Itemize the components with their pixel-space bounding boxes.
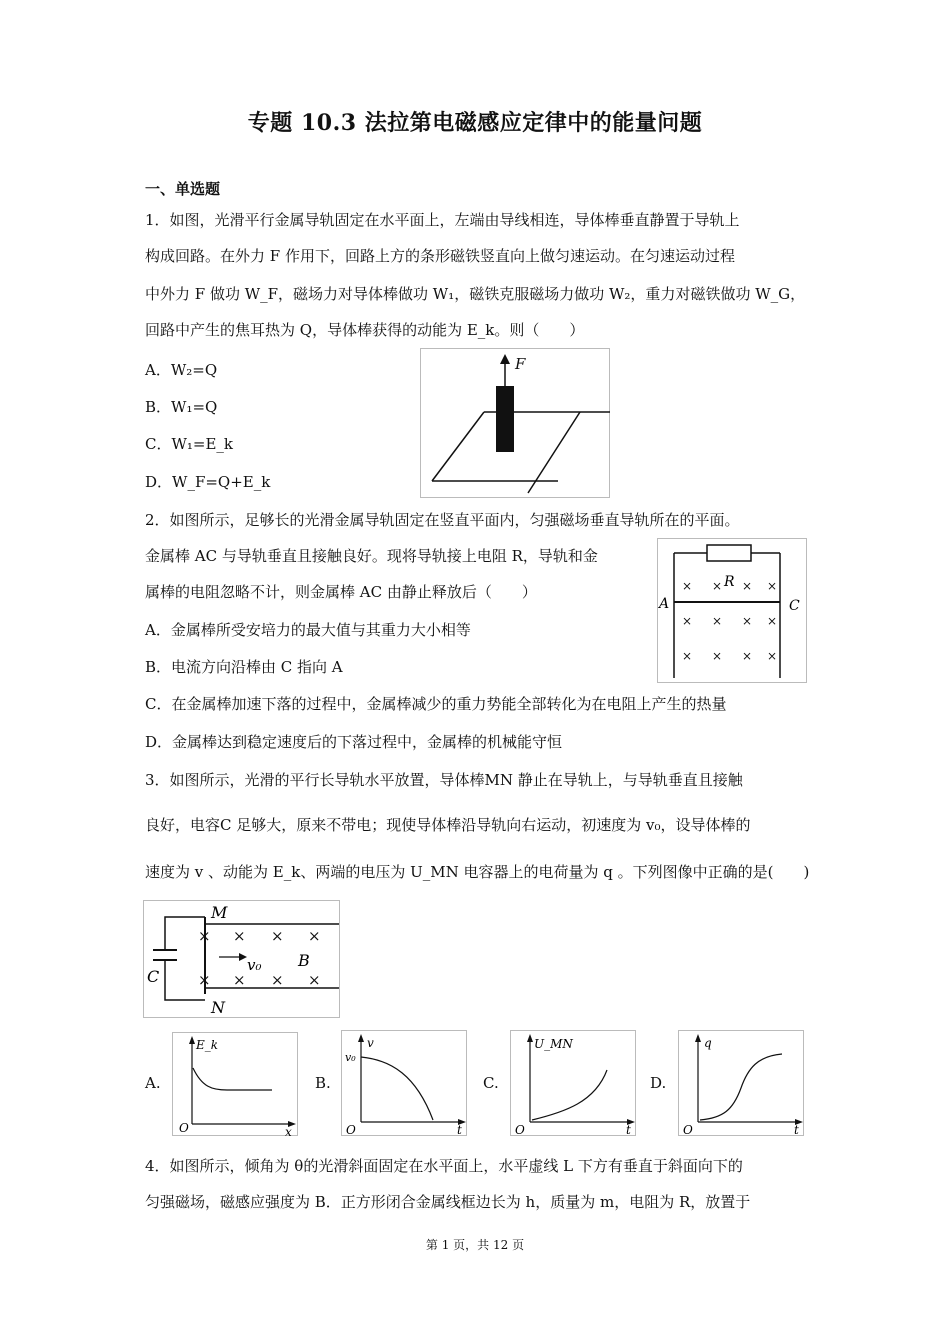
q3-option-c-label: C.	[483, 1074, 499, 1092]
q3-label-v0: v₀	[247, 956, 262, 974]
q2-field-mark: ×	[742, 649, 753, 663]
q3-figure	[143, 900, 340, 1018]
q3-line-3: 速度为 v 、动能为 E_k、两端的电压为 U_MN 电容器上的电荷量为 q 。下列图像中正确的是( )	[145, 863, 810, 881]
q3-label-c: C	[147, 967, 160, 986]
q2-line-3: 属棒的电阻忽略不计，则金属棒 AC 由静止释放后（ ）	[145, 583, 537, 601]
graph-d-ylabel: q	[704, 1036, 712, 1050]
q1-line-4: 回路中产生的焦耳热为 Q，导体棒获得的动能为 E_k。则（ ）	[145, 321, 585, 339]
q3-line-1: 3．如图所示，光滑的平行长导轨水平放置，导体棒MN 静止在导轨上，与导轨垂直且接触	[145, 771, 743, 789]
q1-option-d: D．W_F=Q+E_k	[145, 473, 271, 491]
section-heading: 一、单选题	[145, 180, 221, 198]
q1-option-a: A．W₂=Q	[145, 361, 218, 379]
graph-a-ylabel: E_k	[196, 1038, 219, 1052]
q2-field-mark: ×	[682, 579, 693, 593]
graph-b-origin: O	[346, 1123, 356, 1136]
q2-field-mark: ×	[682, 649, 693, 663]
q1-option-c: C．W₁=E_k	[145, 435, 234, 453]
q1-force-label: F	[515, 355, 526, 373]
graph-b-xlabel: t	[457, 1123, 462, 1136]
q2-field-mark: ×	[767, 649, 778, 663]
q3-field-mark: ×	[308, 971, 321, 989]
q4-line-1: 4．如图所示，倾角为 θ的光滑斜面固定在水平面上，水平虚线 L 下方有垂直于斜面向下的	[145, 1157, 743, 1175]
q1-line-3: 中外力 F 做功 W_F，磁场力对导体棒做功 W₁，磁铁克服磁场力做功 W₂，重力对磁铁做功 W_G，	[145, 285, 806, 303]
q2-option-d: D．金属棒达到稳定速度后的下落过程中，金属棒的机械能守恒	[145, 733, 563, 751]
graph-b-y0: v₀	[345, 1051, 356, 1064]
q2-field-mark: ×	[742, 579, 753, 593]
q1-option-b: B．W₁=Q	[145, 398, 218, 416]
q3-graph-d	[678, 1030, 804, 1136]
graph-b-ylabel: v	[367, 1036, 374, 1050]
q3-graph-b	[341, 1030, 467, 1136]
page-footer: 第 1 页，共 12 页	[425, 1238, 525, 1252]
q3-option-b-label: B.	[315, 1074, 331, 1092]
q3-field-mark: ×	[271, 971, 284, 989]
graph-d-xlabel: t	[794, 1123, 799, 1136]
graph-c-origin: O	[515, 1123, 525, 1136]
q2-option-a: A．金属棒所受安培力的最大值与其重力大小相等	[145, 621, 471, 639]
q2-option-c: C．在金属棒加速下落的过程中，金属棒减少的重力势能全部转化为在电阻上产生的热量	[145, 695, 727, 713]
graph-a-origin: O	[179, 1121, 189, 1135]
page-title: 专题 10.3 法拉第电磁感应定律中的能量问题	[247, 110, 703, 136]
q2-field-mark: ×	[767, 614, 778, 628]
q4-line-2: 匀强磁场，磁感应强度为 B．正方形闭合金属线框边长为 h，质量为 m，电阻为 R，放置于	[145, 1193, 751, 1211]
q2-label-a: A	[659, 596, 670, 612]
graph-a-xlabel: x	[285, 1125, 292, 1136]
graph-d-origin: O	[683, 1123, 693, 1136]
q3-field-mark: ×	[198, 927, 211, 945]
graph-c-xlabel: t	[626, 1123, 631, 1136]
q3-option-a-label: A.	[145, 1074, 161, 1092]
q3-label-b: B	[298, 951, 310, 970]
q1-figure	[420, 348, 610, 498]
q2-figure	[657, 538, 807, 683]
q2-field-mark: ×	[712, 579, 723, 593]
q3-graph-a	[172, 1032, 298, 1136]
q3-line-2: 良好，电容C 足够大，原来不带电；现使导体棒沿导轨向右运动，初速度为 v₀，设导体棒的	[145, 816, 751, 834]
q1-line-1: 1．如图，光滑平行金属导轨固定在水平面上，左端由导线相连，导体棒垂直静置于导轨上	[145, 211, 740, 229]
q3-graph-c	[510, 1030, 636, 1136]
q1-line-2: 构成回路。在外力 F 作用下，回路上方的条形磁铁竖直向上做匀速运动。在匀速运动过程	[145, 247, 735, 265]
q3-field-mark: ×	[233, 927, 246, 945]
q3-field-mark: ×	[198, 971, 211, 989]
q2-field-mark: ×	[742, 614, 753, 628]
q3-field-mark: ×	[271, 927, 284, 945]
q2-option-b: B．电流方向沿棒由 C 指向 A	[145, 658, 343, 676]
q3-label-m: M	[211, 903, 228, 922]
q3-field-mark: ×	[308, 927, 321, 945]
q3-label-n: N	[211, 998, 225, 1017]
q2-field-mark: ×	[682, 614, 693, 628]
q2-field-mark: ×	[712, 649, 723, 663]
q2-field-mark: ×	[712, 614, 723, 628]
q2-field-mark: ×	[767, 579, 778, 593]
q3-field-mark: ×	[233, 971, 246, 989]
q2-label-c: C	[789, 598, 800, 614]
q2-resistor-label: R	[724, 574, 735, 590]
q3-option-d-label: D.	[650, 1074, 667, 1092]
graph-c-ylabel: U_MN	[534, 1037, 573, 1051]
q2-line-2: 金属棒 AC 与导轨垂直且接触良好。现将导轨接上电阻 R，导轨和金	[145, 547, 598, 565]
q2-line-1: 2．如图所示，足够长的光滑金属导轨固定在竖直平面内，匀强磁场垂直导轨所在的平面。	[145, 511, 740, 529]
